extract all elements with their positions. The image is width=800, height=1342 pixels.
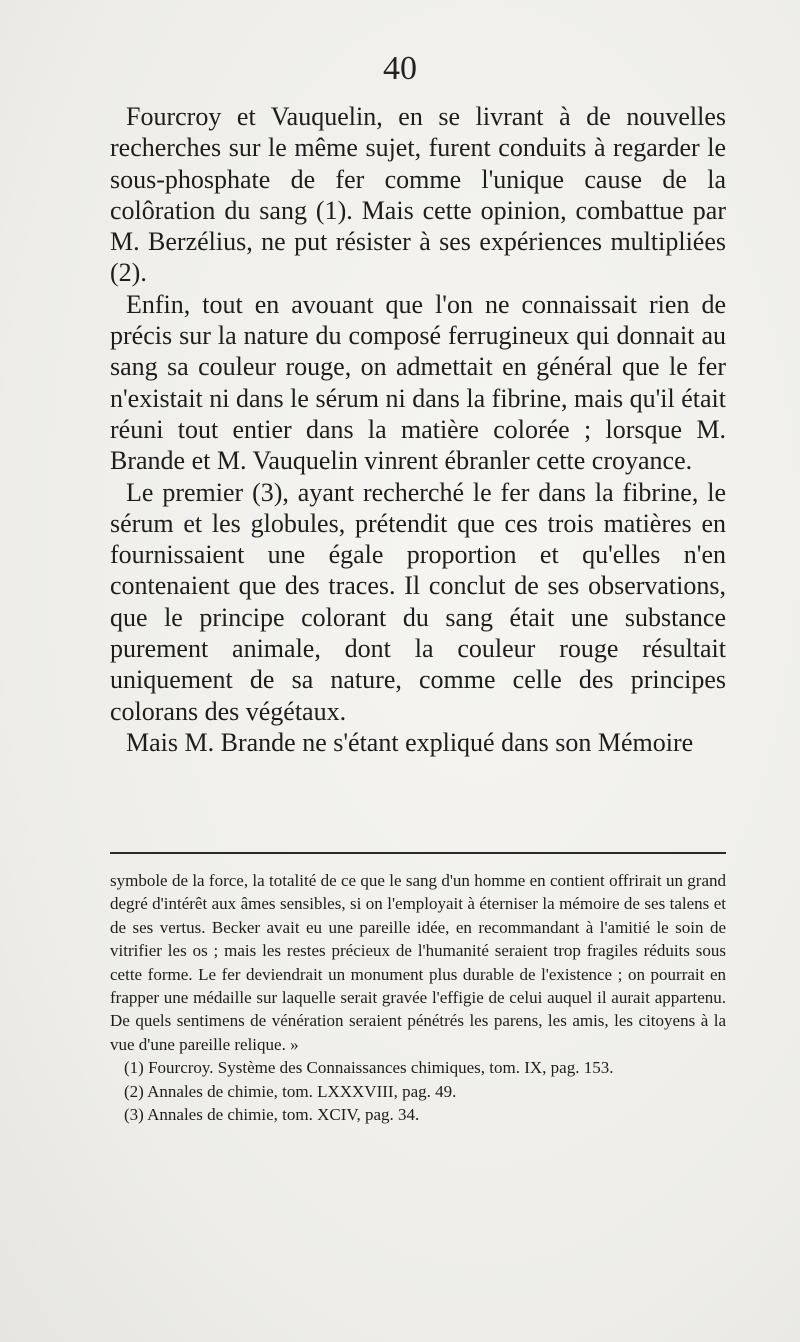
paragraph: Mais M. Brande ne s'étant expliqué dans son Mémoire [126, 727, 694, 757]
footnotes [110, 869, 726, 1126]
footnote-separator [110, 852, 726, 854]
footnote: (3) Annales de chimie, tom. XCIV, pag. 34. [124, 1105, 420, 1125]
main-text [110, 101, 726, 758]
page-number: 40 [383, 50, 417, 87]
paragraph: Fourcroy et Vauquelin, en se livrant à de nouvelles recherches sur le même sujet, furent conduits à regarder le sous-phosphate de fer comme l'unique cause de la colôration du sang (1). Mais cette opinion, combattue par M. Berzélius, ne put résister à ses expériences multipliées (2). [110, 102, 726, 288]
footnote-continuation: symbole de la force, la totalité de ce que le sang d'un homme en contient offrirait un grand degré d'intérêt aux âmes sensibles, si on l'employait à éterniser la mémoire de ses talens et de ses vertus. Becker avait eu une pareille idée, en recommandant à l'amitié le soin de vitrifier les os ; mais les restes précieux de l'humanité seraient trop fragiles réduits sous cette forme. Le fer deviendrait un monument plus durable de l'existence ; on pourrait en frapper une médaille sur laquelle serait gravée l'effigie de celui auquel il aurait appartenu. De quels sentimens de vénération seraient pénétrés les parens, les amis, les citoyens à la vue d'une pareille relique. » [110, 871, 726, 1054]
paragraph: Le premier (3), ayant recherché le fer dans la fibrine, le sérum et les globules, prétendit que ces trois matières en fournissaient une égale proportion et qu'elles n'en contenaient que des traces. Il conclut de ses observations, que le principe colorant du sang était une substance purement animale, dont la couleur rouge résultait uniquement de sa nature, comme celle des principes colorans des végétaux. [110, 477, 726, 726]
paragraph: Enfin, tout en avouant que l'on ne connaissait rien de précis sur la nature du composé ferrugineux qui donnait au sang sa couleur rouge, on admettait en général que le fer n'existait ni dans le sérum ni dans la fibrine, mais qu'il était réuni tout entier dans la matière colorée ; lorsque M. Brande et M. Vauquelin vinrent ébranler cette croyance. [110, 289, 726, 476]
footnote: (1) Fourcroy. Système des Connaissances chimiques, tom. IX, pag. 153. [124, 1058, 614, 1078]
footnote: (2) Annales de chimie, tom. LXXXVIII, pag. 49. [124, 1081, 457, 1101]
